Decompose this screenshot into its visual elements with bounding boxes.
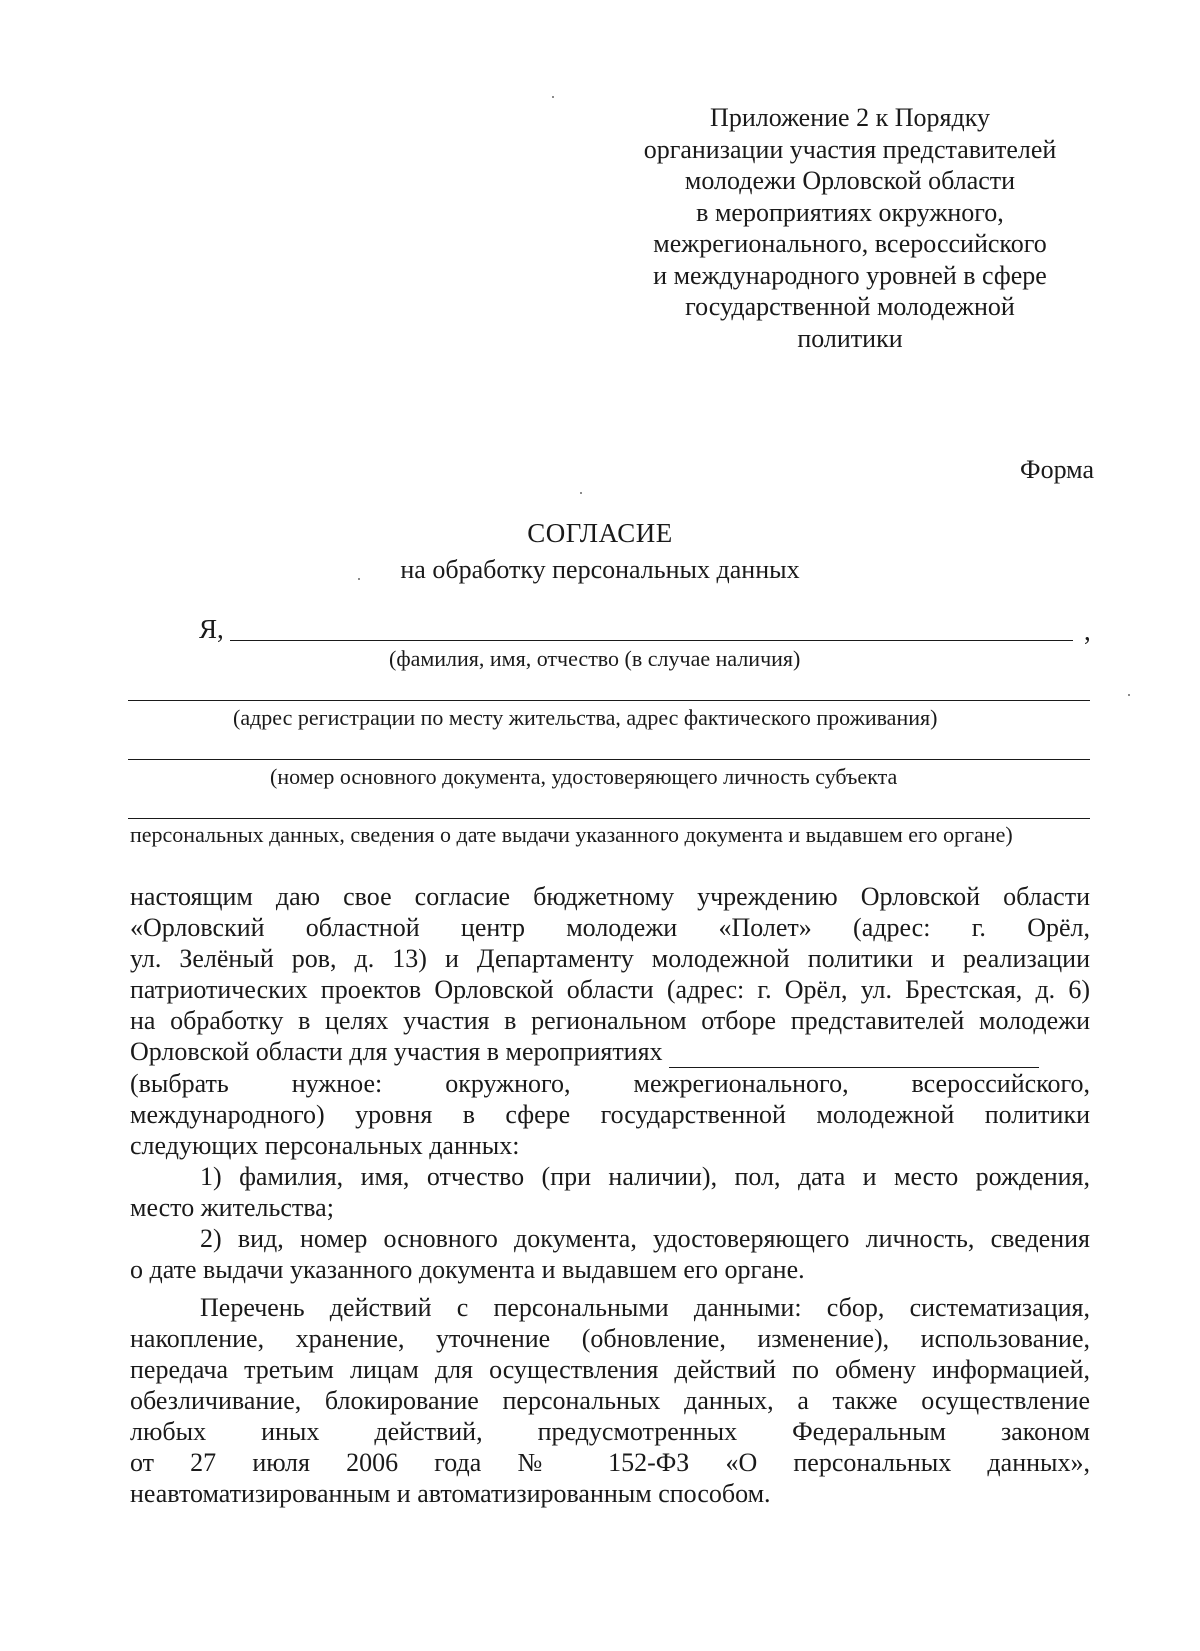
address-caption: (адрес регистрации по месту жительства, адрес фактического проживания) (233, 705, 938, 730)
document-subtitle: на обработку персональных данных (400, 555, 800, 584)
appendix-line: Приложение 2 к Порядку (710, 103, 990, 132)
events-line-text: Орловской области для участия в мероприятиях (130, 1037, 663, 1066)
body-line: международного) уровня в сфере государственной молодежной политики (130, 1100, 1090, 1129)
body-line: любых иных действий, предусмотренных Федеральным законом (130, 1417, 1090, 1446)
list-item-2-cont: о дате выдачи указанного документа и выдавшем его органе. (130, 1255, 805, 1284)
body-line: следующих персональных данных: (130, 1131, 520, 1160)
fio-trailing-comma: , (1084, 616, 1091, 646)
appendix-line: межрегионального, всероссийского (653, 229, 1047, 258)
actions-paragraph (130, 1292, 1090, 1509)
document-title: СОГЛАСИЕ (527, 518, 673, 548)
events-line (130, 1036, 1090, 1068)
appendix-line: молодежи Орловской области (684, 166, 1016, 195)
scan-speck (552, 96, 554, 98)
events-field-line[interactable] (669, 1036, 1039, 1068)
fio-prefix: Я, (199, 614, 224, 644)
body-line: от 27 июля 2006 года № 152-ФЗ «О персональных данных», (130, 1448, 1090, 1477)
consent-body (130, 881, 1090, 1285)
list-item-1-cont: место жительства; (130, 1193, 334, 1222)
appendix-header (600, 102, 1100, 354)
scan-speck (358, 578, 360, 580)
scan-speck (1128, 694, 1130, 696)
body-line: на обработку в целях участия в региональном отборе представителей молодежи (130, 1006, 1090, 1035)
body-line: ул. Зелёный ров, д. 13) и Департаменту молодежной политики и реализации (130, 944, 1090, 973)
address-field-line[interactable] (128, 700, 1090, 701)
scan-speck (580, 492, 582, 494)
document-field-line-1[interactable] (128, 759, 1090, 760)
body-line: передача третьим лицам для осуществления действий по обмену информацией, (130, 1355, 1090, 1384)
body-line: патриотических проектов Орловской области (адрес: г. Орёл, ул. Брестская, д. 6) (130, 975, 1090, 1004)
body-line: накопление, хранение, уточнение (обновление, изменение), использование, (130, 1324, 1090, 1353)
form-label: Форма (1020, 455, 1094, 484)
body-line: неавтоматизированным и автоматизированным способом. (130, 1479, 771, 1508)
document-caption-1: (номер основного документа, удостоверяющего личность субъекта (270, 764, 898, 789)
body-line: (выбрать нужное: окружного, межрегионального, всероссийского, (130, 1069, 1090, 1098)
list-item-1: 1) фамилия, имя, отчество (при наличии), пол, дата и место рождения, (200, 1162, 1090, 1191)
list-item-2: 2) вид, номер основного документа, удостоверяющего личность, сведения (200, 1224, 1090, 1253)
body-line: Перечень действий с персональными данными: сбор, систематизация, (200, 1293, 1090, 1322)
document-caption-2: персональных данных, сведения о дате выдачи указанного документа и выдавшем его органе) (130, 822, 1013, 847)
appendix-line: организации участия представителей (643, 134, 1057, 164)
body-line: обезличивание, блокирование персональных данных, а также осуществление (130, 1386, 1090, 1415)
fio-caption: (фамилия, имя, отчество (в случае наличия) (389, 646, 801, 671)
appendix-line: государственной молодежной (685, 292, 1015, 321)
document-field-line-2[interactable] (128, 818, 1090, 819)
appendix-line: в мероприятиях окружного, (696, 197, 1004, 227)
fio-field-line[interactable] (230, 640, 1073, 641)
appendix-line: политики (797, 323, 903, 353)
body-line: «Орловский областной центр молодежи «Полет» (адрес: г. Орёл, (130, 913, 1090, 942)
appendix-line: и международного уровней в сфере (653, 260, 1047, 290)
body-line: настоящим даю свое согласие бюджетному учреждению Орловской области (130, 882, 1090, 911)
